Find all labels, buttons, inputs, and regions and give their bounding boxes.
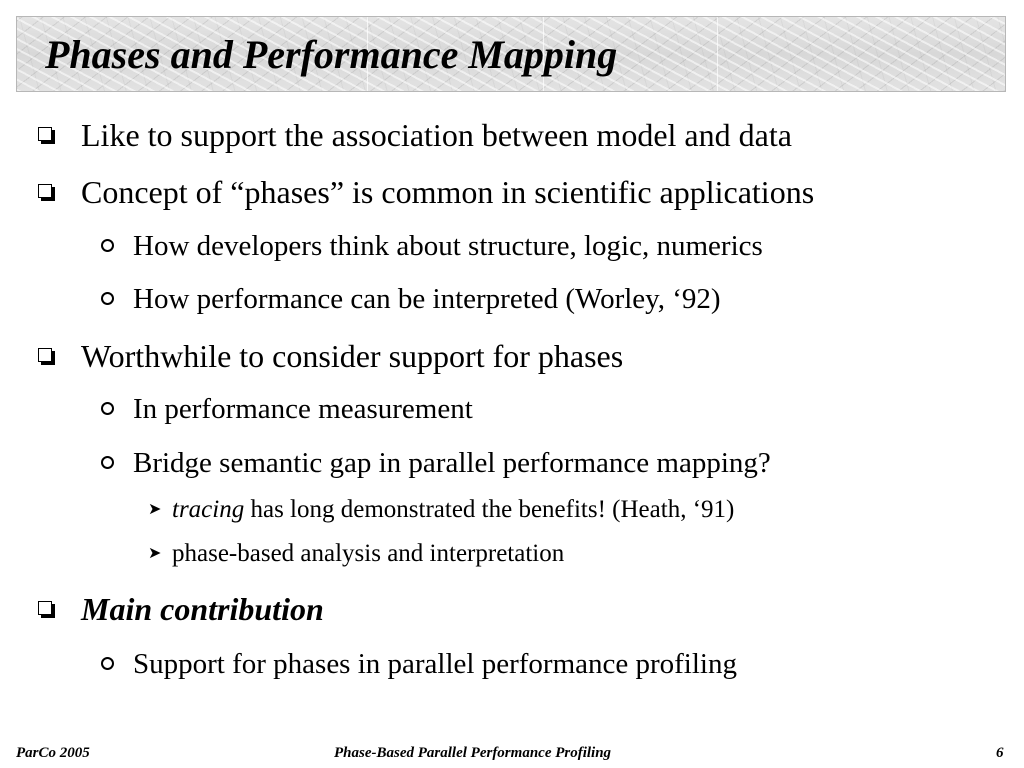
- hollow-circle-bullet-icon: [101, 456, 114, 469]
- hollow-circle-bullet-icon: [101, 657, 114, 670]
- hollow-square-bullet-icon: [38, 601, 52, 615]
- hollow-circle-bullet-icon: [101, 402, 114, 415]
- sub-sub-bullet-2-text: phase-based analysis and interpretation: [172, 540, 565, 567]
- bullet-1-text: Like to support the association between model and data: [81, 117, 792, 153]
- sub-sub-bullet-1-text: [172, 495, 734, 525]
- hollow-square-bullet-icon: [38, 127, 52, 141]
- footer-page-number: 6: [996, 745, 1004, 761]
- bullet-2-text: Concept of “phases” is common in scientific applications: [81, 174, 815, 210]
- hollow-circle-bullet-icon: [101, 292, 114, 305]
- footer-title: Phase-Based Parallel Performance Profiling: [334, 745, 612, 761]
- bullet-4-text: Main contribution: [81, 591, 324, 627]
- arrowhead-bullet-icon: ➤: [148, 545, 162, 562]
- slide-title: Phases and Performance Mapping: [45, 32, 618, 77]
- hollow-circle-bullet-icon: [101, 239, 114, 252]
- footer-conference: ParCo 2005: [16, 745, 90, 761]
- hollow-square-bullet-icon: [38, 184, 52, 198]
- arrowhead-bullet-icon: ➤: [148, 501, 162, 518]
- title-banner: [16, 16, 1006, 92]
- sub-bullet-2-1-text: How developers think about structure, logic, numerics: [133, 230, 763, 262]
- hollow-square-bullet-icon: [38, 348, 52, 362]
- sub-bullet-3-2-text: Bridge semantic gap in parallel performance mapping?: [133, 447, 771, 479]
- sub-bullet-3-1-text: In performance measurement: [133, 393, 473, 425]
- tile-seam: [717, 17, 718, 91]
- bullet-3-text: Worthwhile to consider support for phases: [81, 338, 624, 374]
- sub-bullet-2-2-text: How performance can be interpreted (Worley, ‘92): [133, 283, 721, 315]
- sub-bullet-4-1-text: Support for phases in parallel performance profiling: [133, 648, 737, 680]
- emphasis-tracing: tracing: [172, 496, 245, 523]
- sub-sub-bullet-1-rest: has long demonstrated the benefits! (Heath, ‘91): [244, 496, 735, 523]
